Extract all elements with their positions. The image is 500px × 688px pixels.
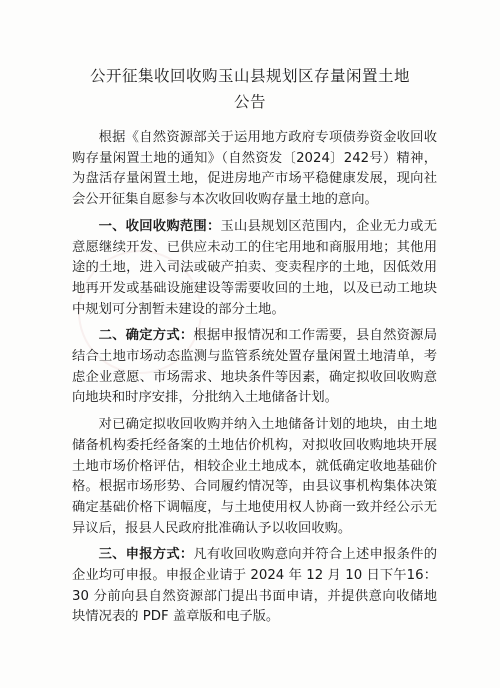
section-method-text: 根据申报情况和工作需要，县自然资源局结合土地市场动态监测与监管系统处置存量闲置土地清单，考虑企业意愿、市场需求、地块条件等因素，确定拟收回收购意向地块和时序安排，分批纳入土地储备计划。	[72, 328, 438, 406]
section-scope-text: 玉山县规划区范围内，企业无力或无意愿继续开发、已供应未动工的住宅用地和商服用地；其他用途的土地，进入司法或破产拍卖、变卖程序的土地，因低效用地再开发或基础设施建设等需要收回的土地，以及已动工地块中规划可分割暂未建设的部分土地。	[72, 218, 438, 317]
section-scope-heading: 一、收回收购范围：	[98, 218, 221, 234]
section-method-heading: 二、确定方式：	[98, 328, 194, 344]
section-method	[72, 326, 437, 409]
section-application-text: 凡有收回收购意向并符合上述申报条件的企业均可申报。申报企业请于 2024 年 12 月 10 日下午16：30 分前向县自然资源部门提出书面申请，并提供意向收储地块情况表的 PDF 盖章版和电子版。	[72, 547, 438, 625]
section-application-heading: 三、申报方式：	[98, 547, 194, 563]
document-title: 公开征集收回收购玉山县规划区存量闲置土地	[89, 67, 410, 85]
intro-paragraph: 根据《自然资源部关于运用地方政府专项债券资金收回收购存量闲置土地的通知》（自然资发〔2024〕242号）精神，为盘活存量闲置土地，促进房地产市场平稳健康发展，现向社会公开征集自愿参与本次收回收购存量土地的意向。	[72, 130, 437, 208]
valuation-paragraph: 对已确定拟收回收购并纳入土地储备计划的地块，由土地储备机构委托经备案的土地估价机构，对拟收回收购地块开展土地市场价格评估，相较企业土地成本，就低确定收地基础价格。根据市场形势、合同履约情况等，由县议事机构集体决策确定基础价格下调幅度，与土地使用权人协商一致并经公示无异议后，报县人民政府批准确认予以收回收购。	[72, 417, 437, 536]
document-title-suffix: 公告	[233, 93, 266, 111]
section-application	[72, 545, 437, 628]
section-scope	[72, 217, 437, 321]
document-body	[72, 128, 437, 630]
